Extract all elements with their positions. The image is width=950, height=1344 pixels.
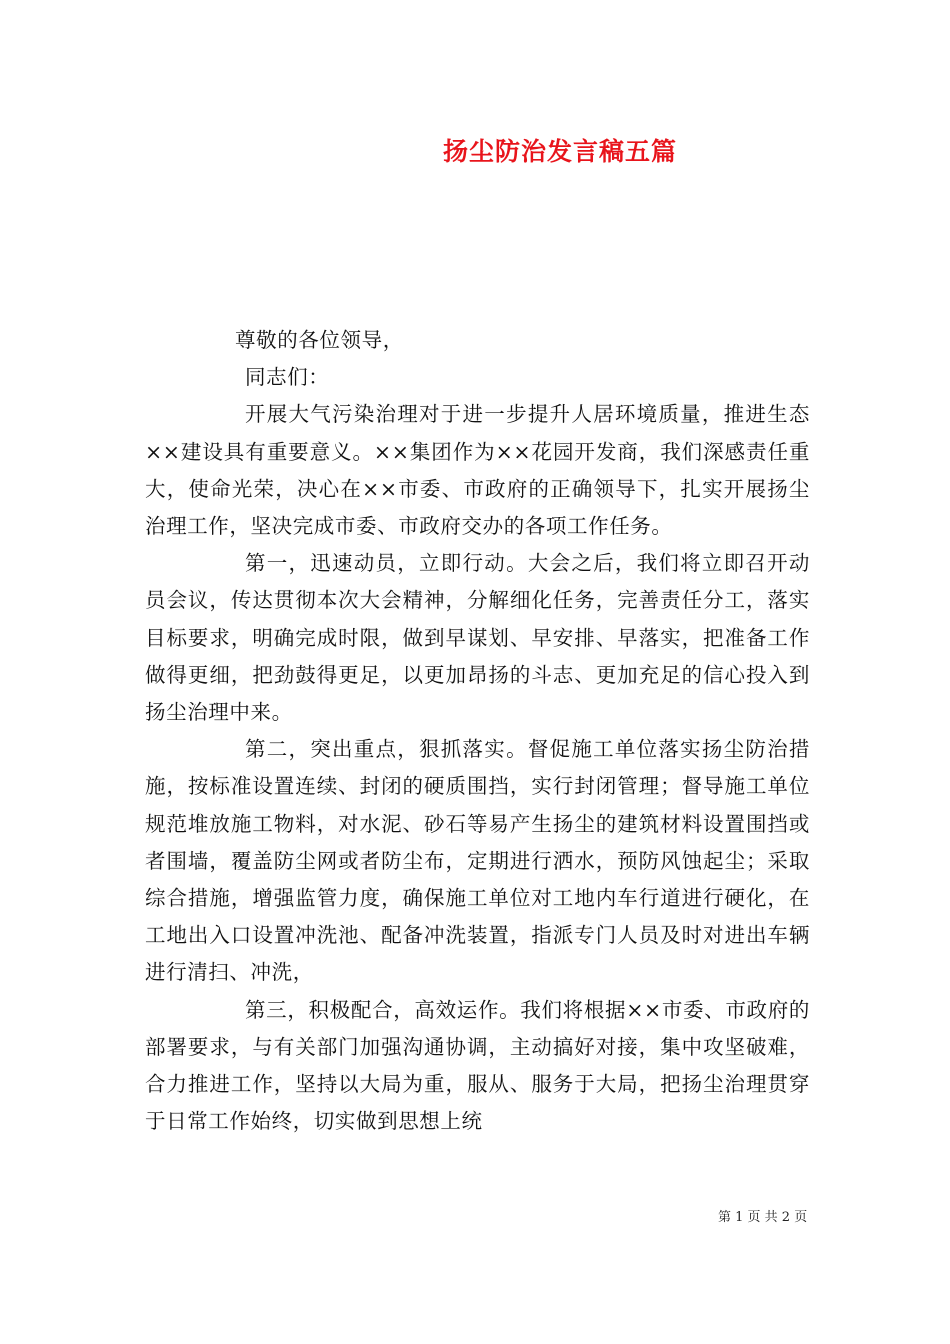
paragraph-second: 第二，突出重点，狠抓落实。督促施工单位落实扬尘防治措施，按标准设置连续、封闭的硬质围挡，实行封闭管理；督导施工单位规范堆放施工物料，对水泥、砂石等易产生扬尘的建筑材料设置围挡或者围墙，覆盖防尘网或者防尘布，定期进行洒水，预防风蚀起尘；采取综合措施，增强监管力度，确保施工单位对工地内车行道进行硬化，在工地出入口设置冲洗池、配备冲洗装置，指派专门人员及时对进出车辆进行清扫、冲洗，	[145, 737, 810, 985]
document-body	[145, 322, 810, 1140]
paragraph-first: 第一，迅速动员，立即行动。大会之后，我们将立即召开动员会议，传达贯彻本次大会精神，分解细化任务，完善责任分工，落实目标要求，明确完成时限，做到早谋划、早安排、早落实，把准备工作做得更细，把劲鼓得更足，以更加昂扬的斗志、更加充足的信心投入到扬尘治理中来。	[145, 551, 810, 725]
paragraph-third: 第三，积极配合，高效运作。我们将根据××市委、市政府的部署要求，与有关部门加强沟通协调，主动搞好对接，集中攻坚破难，合力推进工作，坚持以大局为重，服从、服务于大局，把扬尘治理贯穿于日常工作始终，切实做到思想上统	[145, 997, 810, 1134]
document-title: 扬尘防治发言稿五篇	[442, 137, 677, 166]
greeting: 同志们：	[245, 365, 330, 390]
paragraph-intro: 开展大气污染治理对于进一步提升人居环境质量，推进生态××建设具有重要意义。××集团作为××花园开发商，我们深感责任重大，使命光荣，决心在××市委、市政府的正确领导下，扎实开展扬尘治理工作，坚决完成市委、市政府交办的各项工作任务。	[145, 402, 810, 539]
page-number-footer: 第 1 页 共 2 页	[718, 1210, 808, 1225]
salutation: 尊敬的各位领导，	[235, 328, 404, 352]
